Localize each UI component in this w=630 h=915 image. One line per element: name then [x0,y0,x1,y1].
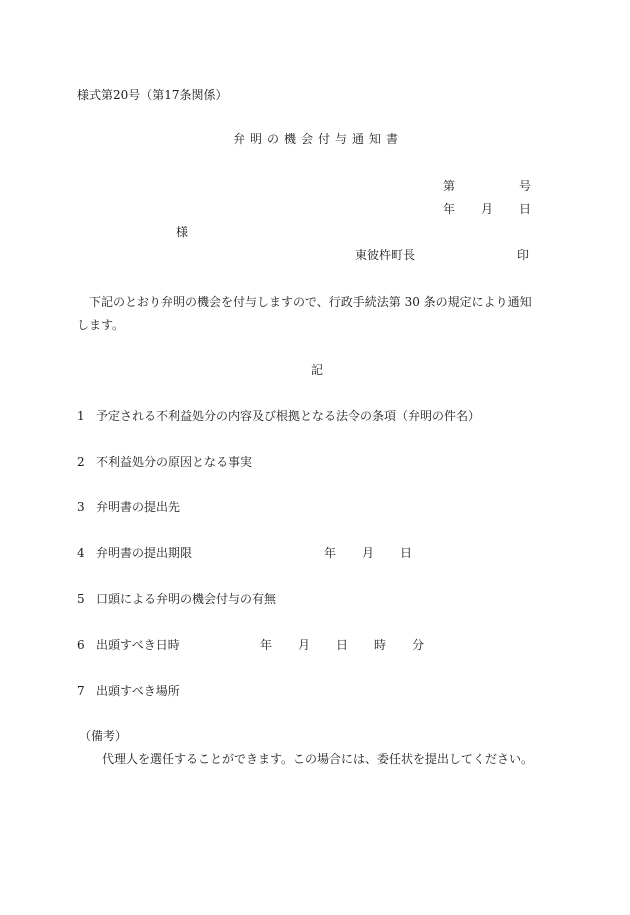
number-prefix: 第 [443,179,456,193]
item-number: 3 [77,500,85,514]
number-suffix: 号 [519,179,532,193]
item-text: 出頭すべき場所 [96,684,180,698]
item-number: 5 [77,592,85,606]
date-day: 日 [519,202,532,216]
item-number: 7 [77,684,85,698]
item-text: 弁明書の提出先 [96,500,181,514]
ki-heading: 記 [311,363,324,377]
appearance-minute: 分 [412,638,425,652]
seal-mark: 印 [517,248,530,262]
deadline-day: 日 [400,546,413,560]
form-label: 様式第20号（第17条関係） [77,88,228,102]
appearance-hour: 時 [374,638,387,652]
intro-line-1: 下記のとおり弁明の機会を付与しますので、行政手続法第 30 条の規定により通知 [89,295,532,309]
item-text: 口頭による弁明の機会付与の有無 [96,592,277,606]
deadline-month: 月 [362,546,375,560]
intro-line-2: します。 [77,318,125,332]
appearance-year: 年 [260,638,273,652]
item-text: 出頭すべき日時 [96,638,180,652]
document-title: 弁明の機会付与通知書 [233,132,404,146]
item-text: 弁明書の提出期限 [96,546,193,560]
date-year: 年 [443,202,456,216]
item-number: 2 [77,455,85,469]
item-text: 予定される不利益処分の内容及び根拠となる法令の条項（弁明の件名） [96,409,481,423]
issuer-name: 東彼杵町長 [355,248,416,262]
item-number: 1 [77,409,85,423]
remarks-label: （備考） [79,729,128,743]
item-text: 不利益処分の原因となる事実 [96,455,253,469]
remarks-text: 代理人を選任することができます。この場合には、委任状を提出してください。 [102,752,534,766]
date-month: 月 [481,202,494,216]
deadline-year: 年 [324,546,337,560]
addressee-honorific: 様 [176,225,189,239]
item-number: 4 [77,546,85,560]
item-number: 6 [77,638,85,652]
appearance-day: 日 [336,638,349,652]
appearance-month: 月 [298,638,311,652]
